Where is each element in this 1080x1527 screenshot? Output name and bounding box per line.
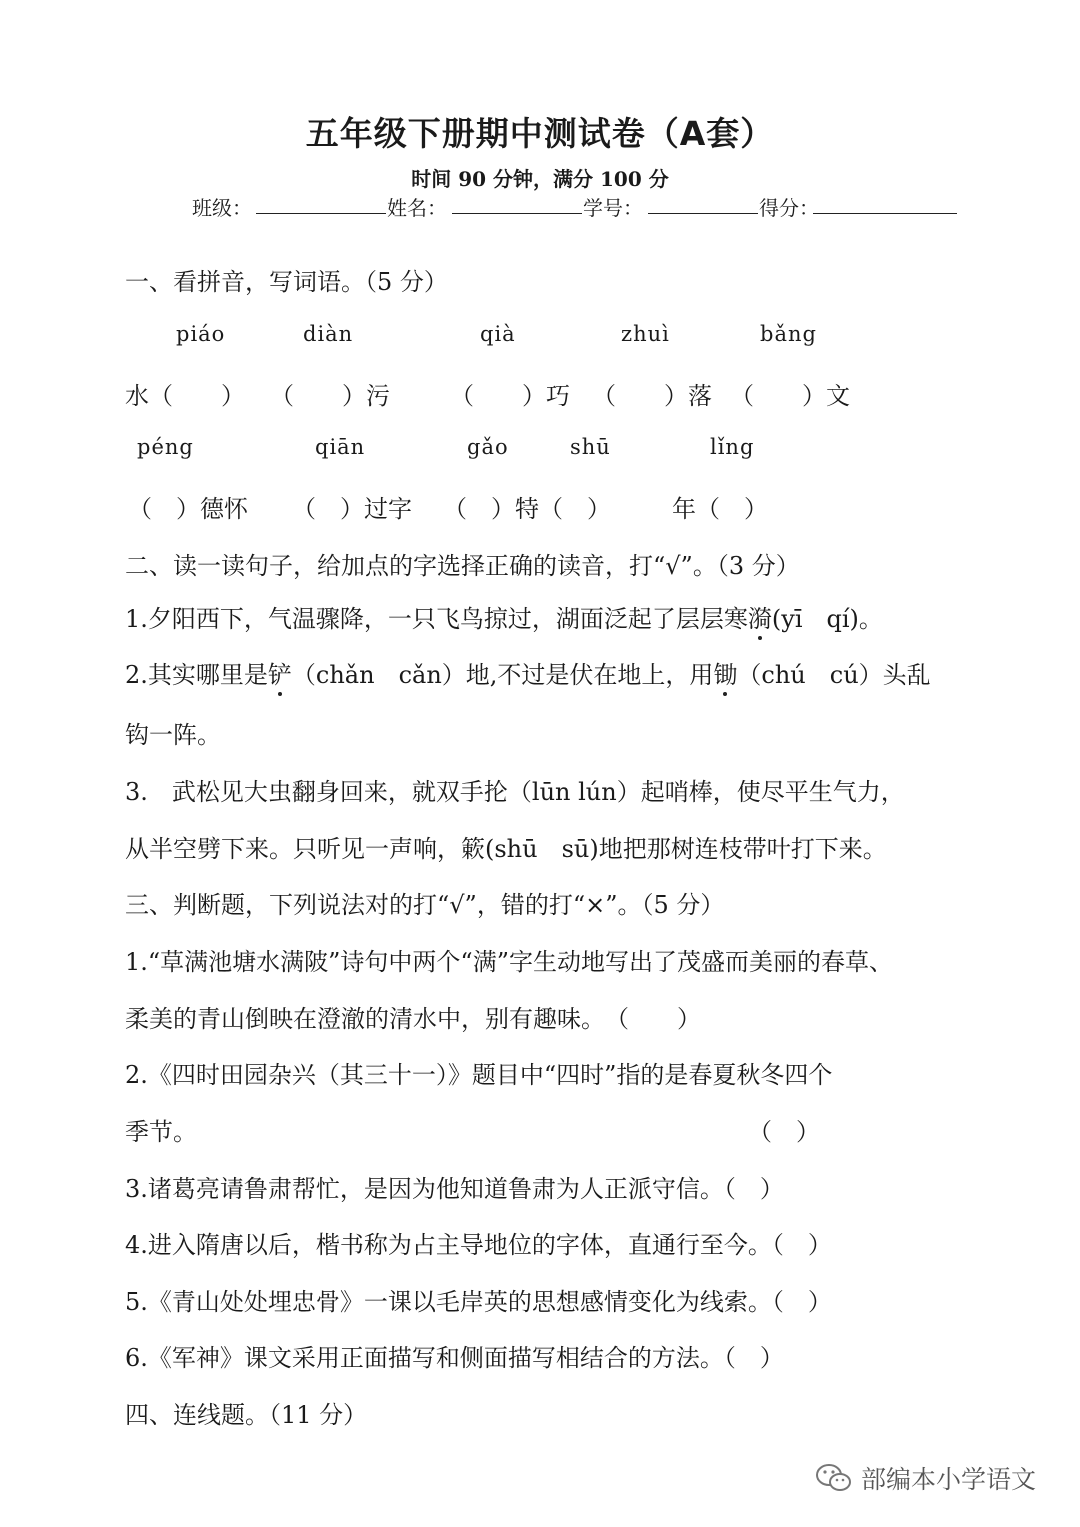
pinyin: péng bbox=[137, 435, 194, 459]
section-3-heading: 三、判断题，下列说法对的打“√”，错的打“×”。（5 分） bbox=[125, 891, 725, 919]
watermark bbox=[815, 1460, 1036, 1496]
class-label: 班级： bbox=[192, 196, 252, 220]
answer-blank[interactable]: （ ） bbox=[748, 1118, 820, 1146]
answer-blank[interactable]: 年（ ） bbox=[672, 495, 768, 523]
pinyin: diàn bbox=[303, 322, 354, 346]
pinyin: gǎo bbox=[467, 435, 509, 459]
answer-blank[interactable]: （ ）特（ ） bbox=[443, 495, 611, 523]
answer-blank[interactable]: 水（ ） bbox=[125, 382, 245, 410]
question-2-1: 1.夕阳西下，气温骤降，一只飞鸟掠过，湖面泛起了层层寒漪(yī qí)。 bbox=[125, 599, 883, 634]
score-field[interactable] bbox=[813, 192, 957, 216]
pinyin: shū bbox=[570, 435, 611, 459]
answer-blank[interactable]: （ ）巧 bbox=[450, 382, 570, 410]
judgment-4[interactable]: 4.进入隋唐以后，楷书称为占主导地位的字体，直通行至今。（ ） bbox=[125, 1231, 832, 1259]
name-label: 姓名： bbox=[387, 196, 447, 220]
section-1-heading: 一、看拼音，写词语。（5 分） bbox=[125, 268, 448, 296]
answer-blank[interactable]: （ ）过字 bbox=[292, 495, 412, 523]
id-field[interactable] bbox=[648, 192, 758, 216]
section-2-heading: 二、读一读句子，给加点的字选择正确的读音，打“√”。（3 分） bbox=[125, 552, 800, 580]
question-2-3[interactable]: 3. 武松见大虫翻身回来，就双手抡（lūn lún）起哨棒，使尽平生气力， bbox=[125, 778, 905, 806]
judgment-1-cont[interactable]: 柔美的青山倒映在澄澈的清水中，别有趣味。 （ ） bbox=[125, 1005, 701, 1033]
exam-duration: 时间 90 分钟，满分 100 分 bbox=[411, 167, 669, 191]
pinyin: qiān bbox=[315, 435, 366, 459]
judgment-5[interactable]: 5.《青山处处埋忠骨》一课以毛岸英的思想感情变化为线索。（ ） bbox=[125, 1288, 832, 1316]
pinyin: bǎng bbox=[760, 322, 817, 346]
wechat-icon bbox=[815, 1462, 853, 1494]
dotted-char: 铲 bbox=[268, 655, 292, 690]
judgment-1: 1.“草满池塘水满陂”诗句中两个“满”字生动地写出了茂盛而美丽的春草、 bbox=[125, 948, 893, 976]
pinyin: zhuì bbox=[621, 322, 670, 346]
question-2-2: 2.其实哪里是铲（chǎn cǎn）地,不过是伏在地上，用锄（chú cú）头乱 bbox=[125, 655, 931, 690]
question-2-2-cont: 钩一阵。 bbox=[125, 721, 221, 749]
score-label: 得分： bbox=[759, 196, 819, 220]
answer-blank[interactable]: （ ）落 bbox=[592, 382, 712, 410]
pinyin: piáo bbox=[176, 322, 226, 346]
answer-blank[interactable]: （ ）污 bbox=[270, 382, 390, 410]
page-title: 五年级下册期中测试卷（A套） bbox=[305, 114, 775, 153]
judgment-2: 2.《四时田园杂兴（其三十一）》题目中“四时”指的是春夏秋冬四个 bbox=[125, 1061, 833, 1089]
question-2-3-cont[interactable]: 从半空劈下来。只听见一声响，簌(shū sū)地把那树连枝带叶打下来。 bbox=[125, 835, 887, 863]
judgment-3[interactable]: 3.诸葛亮请鲁肃帮忙，是因为他知道鲁肃为人正派守信。（ ） bbox=[125, 1175, 784, 1203]
class-field[interactable] bbox=[256, 192, 386, 216]
pinyin: lǐng bbox=[710, 435, 755, 459]
dotted-char: 锄 bbox=[713, 655, 737, 690]
watermark-text: 部编本小学语文 bbox=[861, 1465, 1037, 1494]
name-field[interactable] bbox=[452, 192, 582, 216]
id-label: 学号： bbox=[583, 196, 643, 220]
judgment-6[interactable]: 6.《军神》课文采用正面描写和侧面描写相结合的方法。（ ） bbox=[125, 1344, 784, 1372]
dotted-char: 漪 bbox=[748, 599, 772, 634]
pinyin: qià bbox=[480, 322, 516, 346]
answer-blank[interactable]: （ ）德怀 bbox=[128, 495, 248, 523]
section-4-heading: 四、连线题。（11 分） bbox=[125, 1401, 368, 1429]
answer-blank[interactable]: （ ）文 bbox=[730, 382, 850, 410]
judgment-2-cont: 季节。 bbox=[125, 1118, 197, 1146]
